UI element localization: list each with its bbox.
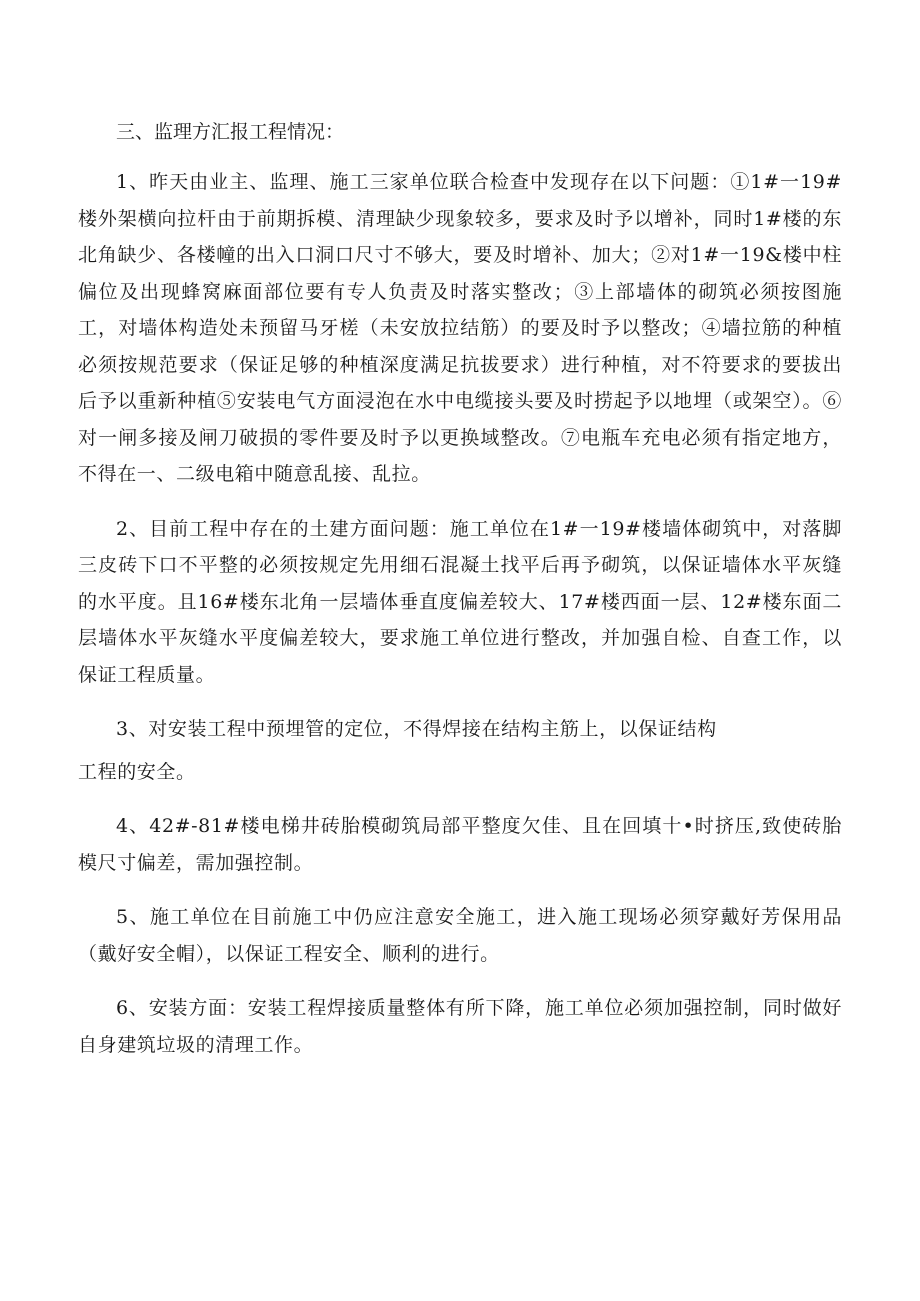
paragraph-3-continued: 工程的安全。 — [78, 760, 196, 783]
paragraph-5: 5、施工单位在目前施工中仍应注意安全施工，进入施工现场必须穿戴好芳保用品（戴好安全帽），以保证工程安全、顺利的进行。 — [78, 906, 842, 965]
document-body — [78, 118, 842, 1081]
section-heading: 三、监理方汇报工程情况： — [116, 121, 345, 143]
paragraph-4: 4、42#-81#楼电梯井砖胎模砌筑局部平整度欠佳、且在回填十•时挤压,致使砖胎模尺寸偏差，需加强控制。 — [78, 815, 842, 874]
paragraph-6: 6、安装方面：安装工程焊接质量整体有所下降，施工单位必须加强控制，同时做好自身建筑垃圾的清理工作。 — [78, 997, 842, 1056]
paragraph-3: 3、对安装工程中预埋管的定位，不得焊接在结构主筋上，以保证结构 — [116, 718, 717, 740]
paragraph-2: 2、目前工程中存在的土建方面问题：施工单位在1#一19#楼墙体砌筑中，对落脚三皮砖下口不平整的必须按规定先用细石混凝土找平后再予砌筑，以保证墙体水平灰缝的水平度。且16#楼东北角一层墙体垂直度偏差较大、17#楼西面一层、12#楼东面二层墙体水平灰缝水平度偏差较大，要求施工单位进行整改，并加强自检、自查工作，以保证工程质量。 — [78, 517, 842, 686]
paragraph-1: 1、昨天由业主、监理、施工三家单位联合检查中发现存在以下问题：①1#一19#楼外架横向拉杆由于前期拆模、清理缺少现象较多，要求及时予以增补，同时1#楼的东北角缺少、各楼幢的出入口洞口尺寸不够大，要及时增补、加大；②对1#一19&楼中柱偏位及出现蜂窝麻面部位要有专人负责及时落实整改；③上部墙体的砌筑必须按图施工，对墙体构造处未预留马牙槎（未安放拉结筋）的要及时予以整改；④墙拉筋的种植必须按规范要求（保证足够的种植深度满足抗拔要求）进行种植，对不符要求的要拔出后予以重新种植⑤安装电气方面浸泡在水中电缆接头要及时捞起予以地埋（或架空）。⑥对一闸多接及闸刀破损的零件要及时予以更换域整改。⑦电瓶车充电必须有指定地方，不得在一、二级电箱中随意乱接、乱拉。 — [78, 171, 842, 485]
